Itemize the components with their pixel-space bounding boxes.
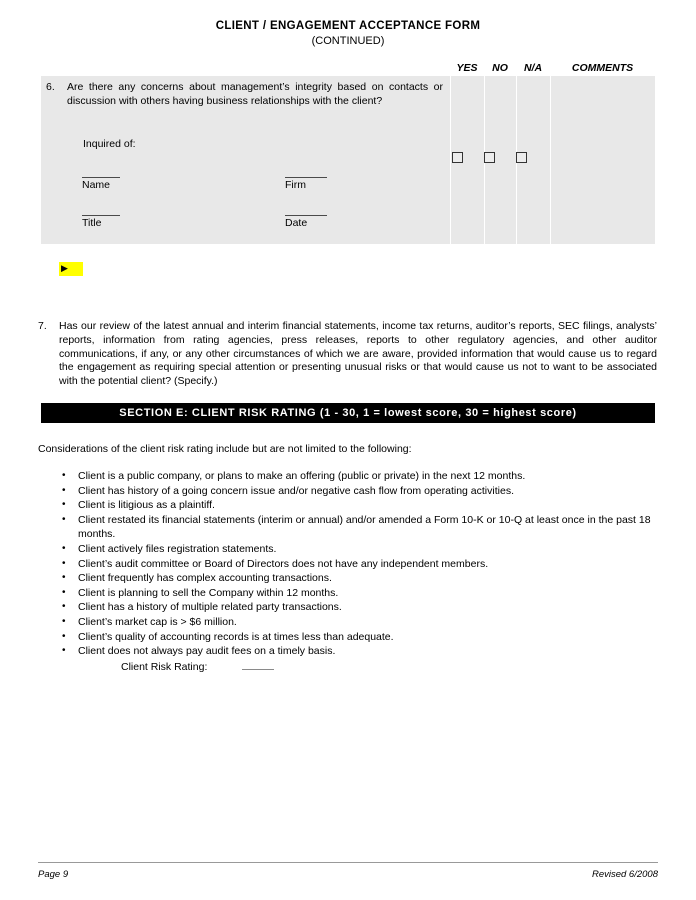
page-title: CLIENT / ENGAGEMENT ACCEPTANCE FORM [215,20,481,32]
footer-page-number: Page 9 [38,869,69,880]
question-7-number: 7. [38,320,47,332]
checkbox-na[interactable] [516,152,527,163]
client-risk-rating-input[interactable] [242,669,274,670]
list-item: • Client restated its financial statements (interim or annual) and/or amended a Form 10-K or 10-Q at least once in the past 18 months. [60,513,658,542]
field-title-label: Title [82,217,102,229]
client-risk-rating-label: Client Risk Rating: [121,661,208,673]
client-risk-rating-field[interactable] [121,661,274,673]
signature-rule[interactable] [285,177,327,178]
considerations-list [60,469,658,659]
column-divider [550,76,551,244]
yellow-highlight-annotation[interactable] [59,262,83,276]
field-name-label: Name [82,179,111,191]
list-item: • Client does not always pay audit fees on a timely basis. [60,644,658,659]
column-header-no: NO [492,62,508,74]
response-column-headers [41,62,655,76]
question-7-text: Has our review of the latest annual and interim financial statements, income tax returns, auditor’s reports, SEC filings, analysts’ reports, information from rating agencies, press releases, reports to other regulatory agencies, and other auditor communications, if any, or any other circumstances of which we are aware, provided information that would cause us to regard the engagement as requiring special attention or presenting unusual risks or that would cause us not to want to be associated with the potential client? (Specify.) [59,320,657,388]
question-6-text: Are there any concerns about management’s integrity based on contacts or discussion with others having business relationships with the client? [67,81,443,107]
section-e-banner: SECTION E: CLIENT RISK RATING (1 - 30, 1 = lowest score, 30 = highest score) [41,403,655,423]
list-item: • Client’s audit committee or Board of Directors does not have any independent members. [60,557,658,572]
list-item: • Client has history of a going concern issue and/or negative cash flow from operating activities. [60,484,658,499]
field-date-label: Date [285,217,308,229]
list-item: • Client is planning to sell the Company within 12 months. [60,586,658,601]
considerations-intro: Considerations of the client risk rating include but are not limited to the following: [38,443,412,455]
list-item: • Client has a history of multiple related party transactions. [60,600,658,615]
signature-rule[interactable] [82,215,120,216]
list-item: • Client is litigious as a plaintiff. [60,498,658,513]
footer-divider [38,862,658,863]
field-name[interactable] [82,177,120,191]
signature-rule[interactable] [82,177,120,178]
column-header-comments: COMMENTS [571,62,634,74]
checkbox-yes[interactable] [452,152,463,163]
checkbox-no[interactable] [484,152,495,163]
page-subtitle: (CONTINUED) [311,35,385,47]
field-firm[interactable] [285,177,327,191]
footer-revision-date: Revised 6/2008 [591,869,658,880]
field-title[interactable] [82,215,120,229]
column-header-na: N/A [523,62,543,74]
document-header [0,20,696,47]
list-item: • Client’s market cap is > $6 million. [60,615,658,630]
list-item: • Client actively files registration statements. [60,542,658,557]
play-marker-icon: ▶ [61,263,68,273]
list-item: • Client’s quality of accounting records is at times less than adequate. [60,630,658,645]
list-item: • Client is a public company, or plans to make an offering (public or private) in the next 12 months. [60,469,658,484]
question-6-number: 6. [46,81,55,93]
inquired-of-label: Inquired of: [83,138,136,150]
signature-rule[interactable] [285,215,327,216]
list-item: • Client frequently has complex accounting transactions. [60,571,658,586]
column-divider [450,76,451,244]
field-firm-label: Firm [285,179,306,191]
question-6-row [41,76,655,244]
column-header-yes: YES [456,62,478,74]
field-date[interactable] [285,215,327,229]
